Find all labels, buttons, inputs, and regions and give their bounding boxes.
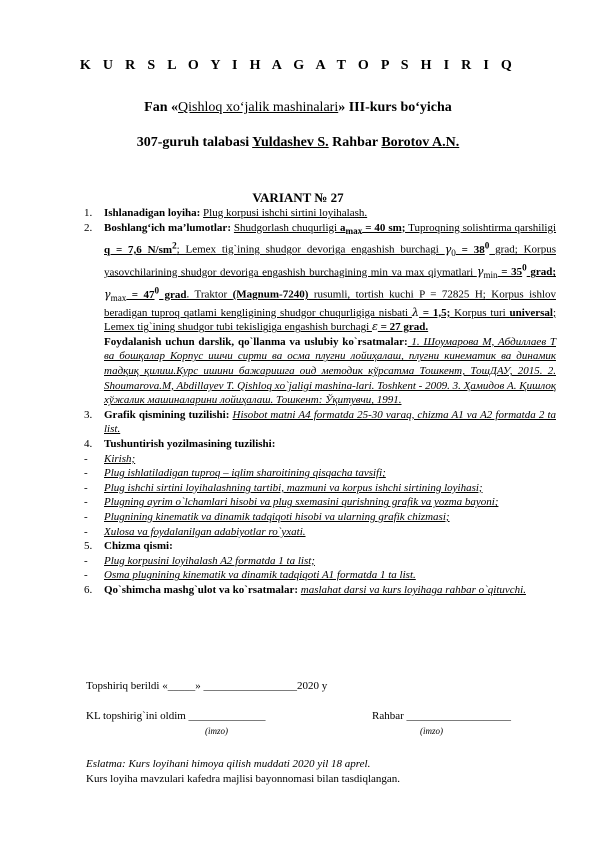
project-topic: Plug korpusi ishchi sirtini loyihalash. <box>203 207 368 219</box>
item-number: 1. <box>84 207 93 219</box>
item-number: 4. <box>84 438 93 451</box>
accepted-line: KL topshirig`ini oldim ______________ <box>86 710 266 722</box>
depth-value: $a_{max} = 40$ sm; <box>340 221 406 236</box>
initial-data-text: ; Lemex tig`ining shudgor devoriga engashish burchagi <box>176 244 445 257</box>
dash-marker: - <box>84 481 88 494</box>
dash-marker: - <box>84 569 88 582</box>
group-prefix: 307-guruh talabasi <box>136 135 253 150</box>
additional-text: maslahat darsi va kurs loyihaga rahbar o`qituvchi. <box>300 583 526 596</box>
item-label: Ishlanadigan loyiha: <box>104 207 201 219</box>
item-6 <box>86 583 556 598</box>
lambda-value: λ = 1,5; <box>411 305 451 319</box>
initial-data-text: ; Lemex tig`ining shudgor tubi tekisligiga engashish burchagi <box>104 306 556 334</box>
gamma-min-value: $\gamma_{min} = 35^0$ grad; <box>476 262 556 281</box>
item-label: Tushuntirish yozilmasining tuzilishi: <box>104 438 276 451</box>
list-item: - Xulosa va foydalanilgan adabiyotlar ro`yxati. <box>84 525 306 538</box>
document-title: K U R S L O Y I H A G A T O P S H I R I Q <box>79 58 517 73</box>
subject-line <box>0 100 596 116</box>
assignment-body <box>86 206 556 598</box>
initial-data-text: rusumli, tortish kuchi <box>308 288 420 301</box>
subject-suffix: » III-kurs bo‘yicha <box>338 100 452 115</box>
dash-marker: - <box>84 554 88 567</box>
graphic-part-text: Hisobot matni A4 formatda 25-30 varaq, chizma A1 va A2 formatda 2 ta list. <box>104 408 556 436</box>
signature-caption-1: (imzo) <box>205 726 228 736</box>
given-line: Topshiriq berildi «_____» _________________2020 y <box>86 680 328 692</box>
initial-data-text: Tuproqning solishtirma qarshiligi <box>405 221 557 234</box>
list-item: - Plug ishlatiladigan tuproq – iqlim sharoitining qisqacha tavsifi; <box>84 467 386 480</box>
item-label: Boshlang‘ich ma’lumotlar: <box>104 221 231 234</box>
supervisor-name: Borotov A.N. <box>381 135 460 150</box>
list-item: - Plugning ayrim o`lchamlari hisobi va plug sxemasini qurishning grafik va yozma bayoni; <box>84 496 499 509</box>
item-number: 6. <box>84 583 93 596</box>
group-line <box>0 135 596 151</box>
resistance-value: q = 7,6 $N/sm^2$ <box>104 240 177 257</box>
initial-data-text: grad; Korpus yasovchilarining shudgor devoriga engashish burchagining min va max qiymatlari <box>104 244 556 279</box>
deadline-note: Eslatma: Kurs loyihani himoya qilish muddati 2020 yil 18 aprel. <box>86 758 371 770</box>
dash-marker: - <box>84 496 88 509</box>
list-item: - Plug korpusini loyihalash A2 formatda 1 ta list; <box>84 554 315 567</box>
gamma-max-value: $\gamma_{max} = 47^0$ grad <box>104 285 187 304</box>
initial-data-text: Shudgorlash chuqurligi <box>233 221 340 234</box>
student-name: Yuldashev S. <box>252 135 329 150</box>
item-label: Grafik qismining tuzilishi: <box>104 408 230 421</box>
literature-label: Foydalanish uchun darslik, qo`llanma va uslubiy ko`rsatmalar: <box>104 335 408 348</box>
approval-note: Kurs loyiha mavzulari kafedra majlisi bayonnomasi bilan tasdiqlangan. <box>86 773 401 785</box>
subject-name: Qishloq xo‘jalik mashinalari <box>178 100 339 115</box>
item-1 <box>86 206 556 221</box>
epsilon-value: ε = 27 grad. <box>371 320 429 334</box>
list-item: - Plugnining kinematik va dinamik tadqiqoti hisobi va ularning grafik chizmasi; <box>84 511 450 523</box>
list-item: - Plug ishchi sirtini loyihalashning tartibi, mazmuni va korpus ishchi sirtining loyihasi; <box>84 481 483 494</box>
body-type: universal <box>509 306 553 319</box>
dash-marker: - <box>84 525 88 538</box>
initial-data-text: Korpus ishlov beradigan tuproq qatlami kengligining shudgor chuqurligiga nisbati <box>104 288 556 319</box>
gamma0-value: $\gamma_0 = 38^0$ <box>444 240 490 259</box>
literature-block <box>86 335 556 408</box>
dash-marker: - <box>84 452 88 465</box>
item-label: Chizma qismi: <box>104 540 173 553</box>
initial-data-text: . Traktor <box>186 288 233 301</box>
dash-marker: - <box>84 511 88 523</box>
traction-force: P = 72825 H; <box>419 288 486 301</box>
rahbar-line: Rahbar ___________________ <box>372 710 512 722</box>
item-4 <box>86 437 556 452</box>
subject-prefix: Fan « <box>144 100 179 115</box>
initial-data-text: Korpus turi <box>450 306 510 319</box>
item-number: 3. <box>84 408 93 421</box>
list-item: - Kirish; <box>84 452 136 465</box>
signature-caption-2: (imzo) <box>420 726 443 736</box>
item-2 <box>86 221 556 335</box>
item-5 <box>86 539 556 554</box>
group-mid: Rahbar <box>328 135 382 150</box>
item-3 <box>86 408 556 437</box>
literature-list: 1. Шоумарова М, Абдиллаев Т ва бошқалар Корпус ишчи сирти ва осма плугни лойиҳалаш, плугни кинематик ва динамик тадқиқ қилиш.Курс ишини бажаришга оид методик кўрсатма Тошкент, ТошДАУ, 2015. 2. Shoumarova.M, Abdillayev T. Qishloq xo`jaligi mashina-lari. Toshkent - 2009. 3. Ҳамидов А. Қишлоқ хўжалик машиналарини лойиҳалаш. Тошкент: Ўқитувчи, 1991. <box>104 335 556 407</box>
dash-marker: - <box>84 467 88 480</box>
tractor-model: (Magnum-7240) <box>232 288 309 301</box>
item-number: 2. <box>84 221 93 234</box>
variant-heading: VARIANT № 27 <box>252 190 344 205</box>
item-number: 5. <box>84 540 93 553</box>
item-label: Qo`shimcha mashg`ulot va ko`rsatmalar: <box>104 583 299 596</box>
list-item: - Osma plugnining kinematik va dinamik tadqiqoti A1 formatda 1 ta list. <box>84 569 416 582</box>
